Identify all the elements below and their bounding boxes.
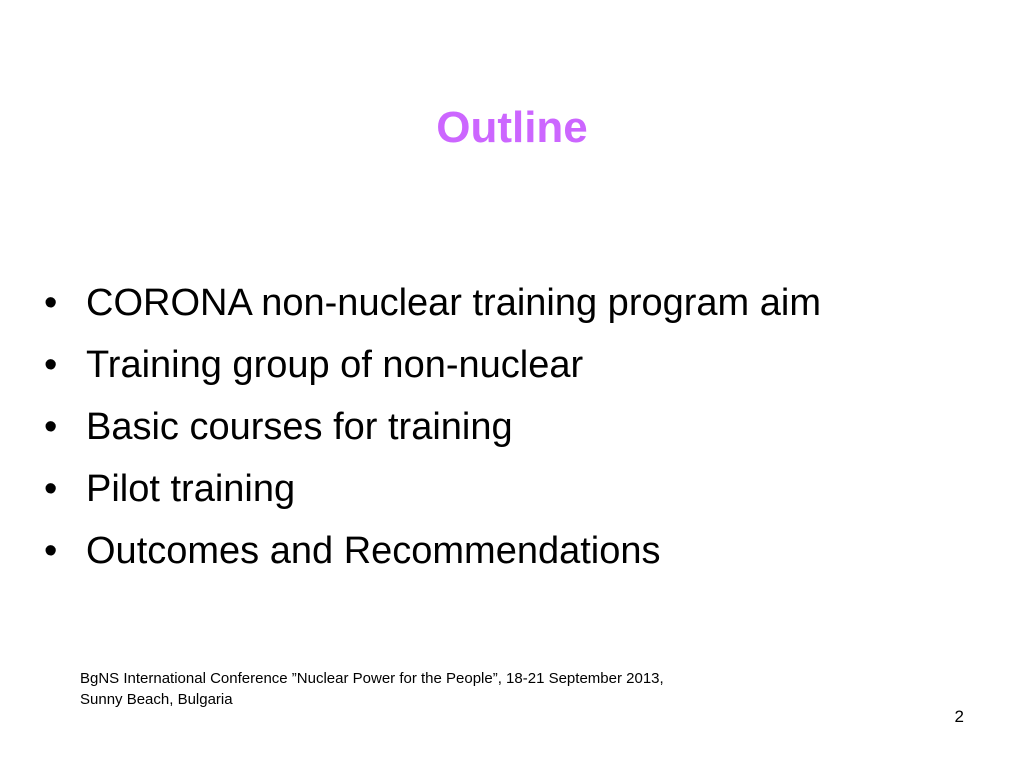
bullet-item — [44, 396, 984, 458]
footer-line-2: Sunny Beach, Bulgaria — [80, 691, 233, 708]
bullet-icon: • — [44, 344, 58, 386]
bullet-list — [44, 272, 984, 582]
footer-line-1: BgNS International Conference ”Nuclear Power for the People”, 18-21 September 2013, — [80, 670, 664, 687]
bullet-icon: • — [44, 468, 58, 510]
bullet-text: Outcomes and Recommendations — [86, 530, 661, 572]
bullet-text: Pilot training — [86, 468, 296, 510]
bullet-icon: • — [44, 282, 58, 324]
bullet-item — [44, 520, 984, 582]
bullet-icon: • — [44, 406, 58, 448]
bullet-item — [44, 458, 984, 520]
slide-title: Outline — [436, 103, 588, 152]
conference-footer — [80, 668, 800, 710]
page-number: 2 — [954, 707, 964, 726]
bullet-text: Training group of non-nuclear — [86, 344, 584, 386]
bullet-icon: • — [44, 530, 58, 572]
bullet-item — [44, 334, 984, 396]
bullet-item — [44, 272, 984, 334]
bullet-text: CORONA non-nuclear training program aim — [86, 282, 821, 324]
bullet-text: Basic courses for training — [86, 406, 513, 448]
